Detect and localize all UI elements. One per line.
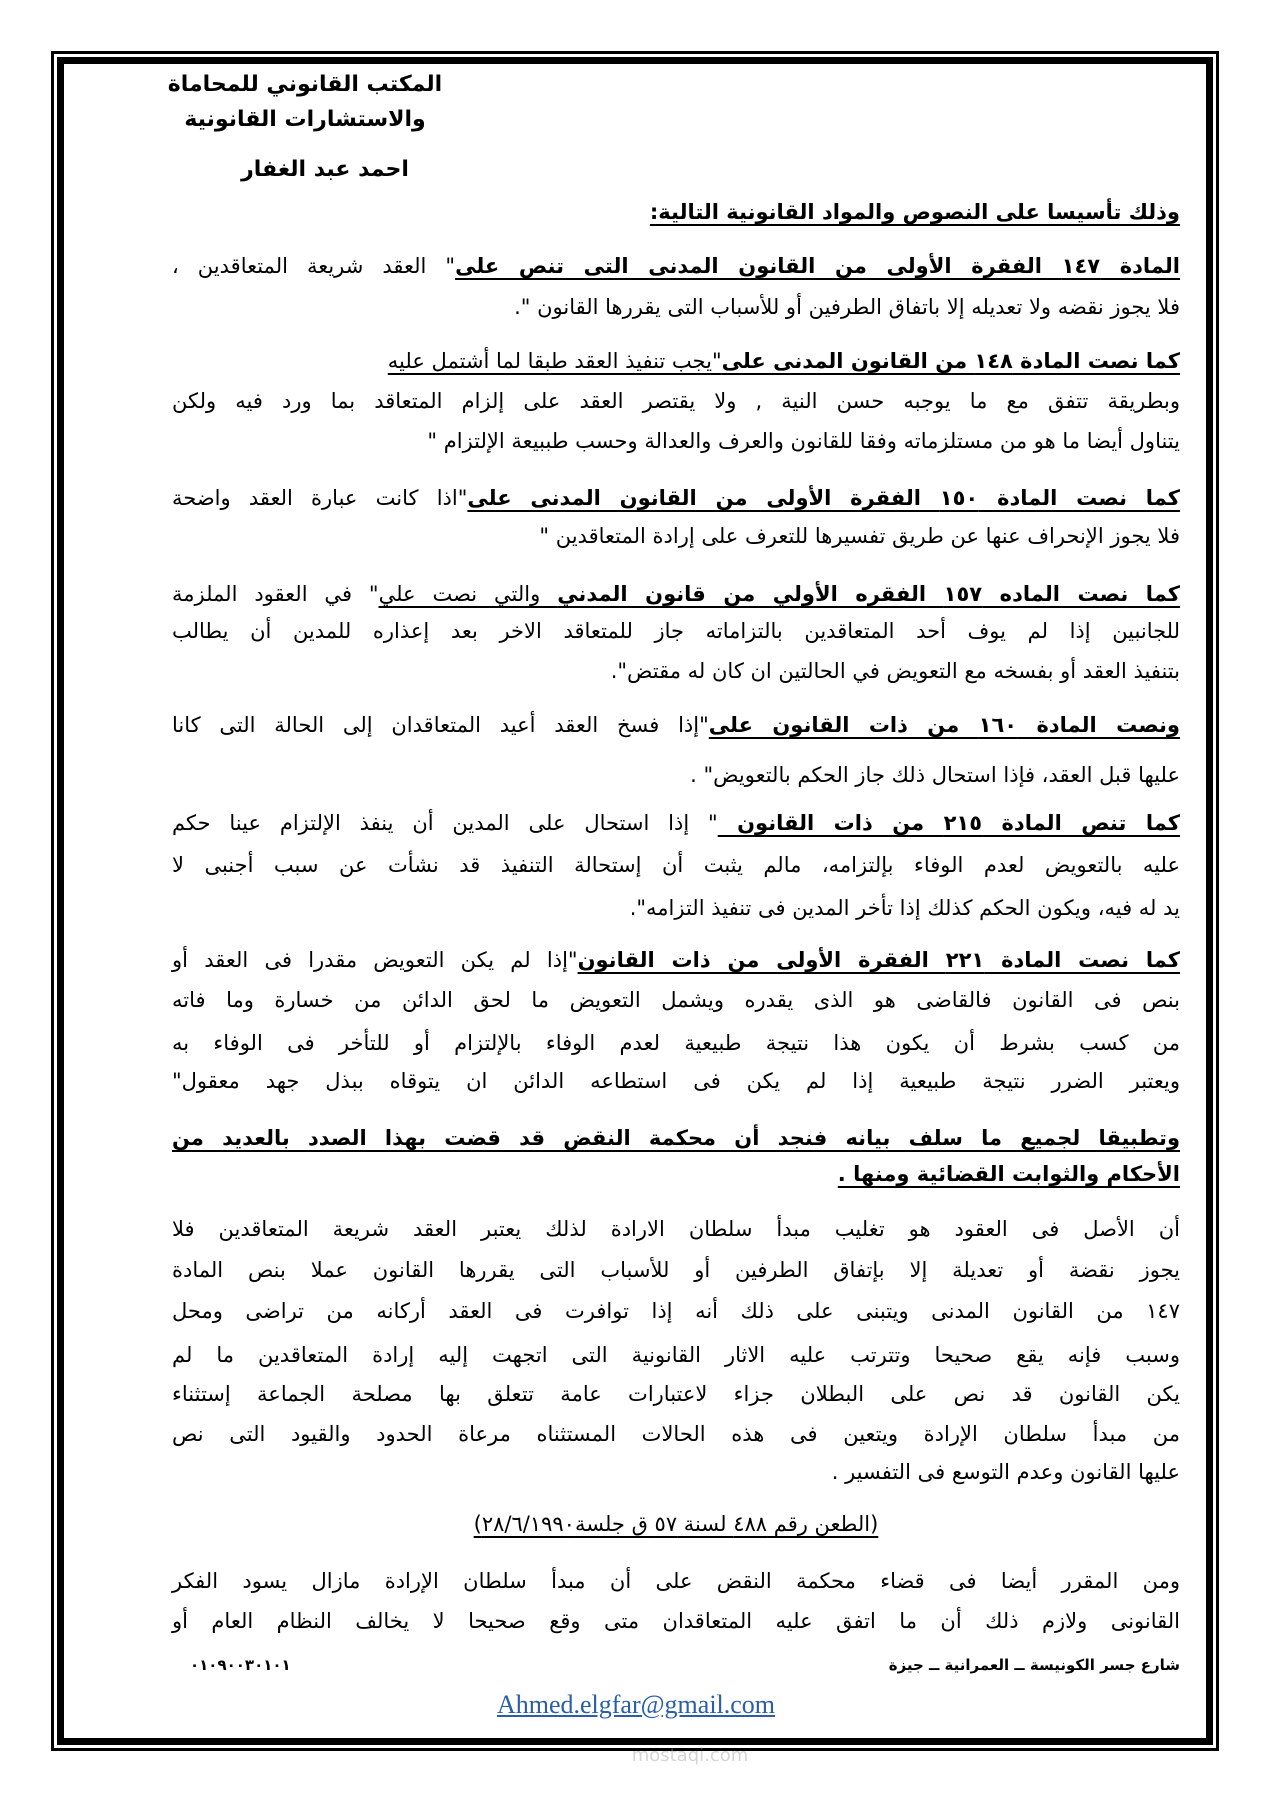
text-segment: عليه بالتعويض لعدم الوفاء بإلتزامه، مالم يثبت أن إستحالة التنفيذ قد نشأت عن سبب أجنبى لا (172, 853, 1180, 877)
text-line (172, 1250, 1180, 1290)
text-segment: من مبدأ سلطان الإرادة ويتعين فى هذه الحالات المستثناه مرعاة الحدود والقيود التى نص (172, 1422, 1180, 1446)
text-line (172, 980, 1180, 1020)
text-line (172, 611, 1180, 651)
text-line (172, 888, 1180, 928)
text-segment: فلا يجوز نقضه ولا تعديله إلا باتفاق الطرفين أو للأسباب التى يقررها القانون ". (514, 295, 1180, 319)
text-line (172, 1061, 1180, 1101)
text-line (172, 478, 1180, 518)
text-segment: وسبب فإنه يقع صحيحا وتترتب عليه الاثار القانونية التى اتجهت إليه إرادة المتعاقدين ما لم (172, 1343, 1180, 1367)
text-line (172, 705, 1180, 745)
text-segment: وبطريقة تتفق مع ما يوجبه حسن النية , ولا يقتصر العقد على إلزام المتعاقد بما ورد فيه ولكن (172, 389, 1180, 413)
footer-address: شارع جسر الكونيسة ــ العمرانية ــ جيزة (888, 1656, 1180, 1674)
text-segment: ويعتبر الضرر نتيجة طبيعية إذا لم يكن فى استطاعه الدائن ان يتوقاه ببذل جهد معقول" (172, 1069, 1180, 1093)
text-line (172, 1209, 1180, 1249)
footer-phone: ٠١٠٩٠٠٣٠١٠١ (190, 1656, 291, 1674)
email-link[interactable]: Ahmed.elgfar@gmail.com (496, 1690, 776, 1719)
text-line (172, 421, 1180, 461)
article-heading: وتطبيقا لجميع ما سلف بيانه فنجد أن محكمة النقض قد قضت بهذا الصدد بالعديد من (172, 1126, 1180, 1150)
text-line (172, 287, 1180, 327)
article-heading: كما نصت المادة ١٤٨ من القانون المدنى على (721, 349, 1180, 373)
text-segment: "إذا فسخ العقد أعيد المتعاقدان إلى الحالة التى كانا (172, 713, 709, 737)
text-line (172, 940, 1180, 980)
text-segment: عليها قبل العقد، فإذا استحال ذلك جاز الحكم بالتعويض" . (690, 763, 1180, 787)
text-line (172, 1154, 1180, 1194)
article-heading: كما نصت الماده ١٥٧ الفقره الأولي من قانون المدني (557, 582, 1180, 606)
text-segment: ١٤٧ من القانون المدنى ويتبنى على ذلك أنه إذا توافرت فى العقد أركانه من تراضى ومحل (172, 1299, 1180, 1323)
lawyer-name: احمد عبد الغفار (241, 157, 409, 182)
text-segment: القانونى ولازم ذلك أن ما اتفق عليه المتعاقدان متى وقع صحيحا لا يخالف النظام العام أو (172, 1609, 1180, 1633)
text-line (172, 755, 1180, 795)
text-line (172, 1118, 1180, 1158)
text-segment: فلا يجوز الإنحراف عنها عن طريق تفسيرها للتعرف على إرادة المتعاقدين " (539, 524, 1180, 548)
text-line (172, 803, 1180, 843)
article-heading: كما نصت المادة ١٥٠ الفقرة الأولى من القانون المدنى على (467, 486, 1180, 510)
text-line (172, 1335, 1180, 1375)
article-heading: المادة ١٤٧ الفقرة الأولى من القانون المدنى التى تنص على (455, 254, 1180, 278)
text-line (172, 845, 1180, 885)
article-heading: كما نصت المادة ٢٢١ الفقرة الأولى من ذات القانون (577, 948, 1180, 972)
text-segment: أن الأصل فى العقود هو تغليب مبدأ سلطان الارادة لذلك يعتبر العقد شريعة المتعاقدين فلا (172, 1217, 1180, 1241)
article-heading: ونصت المادة ١٦٠ من ذات القانون على (708, 713, 1180, 737)
text-line (172, 192, 1180, 232)
text-line (172, 1023, 1180, 1063)
text-line (172, 1452, 1180, 1492)
text-line (172, 246, 1180, 286)
text-segment: " إذا استحال على المدين أن ينفذ الإلتزام عينا حكم (172, 811, 718, 835)
case-citation: (الطعن رقم ٤٨٨ لسنة ٥٧ ق جلسة٢٨/٦/١٩٩٠) (473, 1512, 879, 1536)
article-heading: الأحكام والثوابت القضائية ومنها . (837, 1162, 1180, 1186)
text-line (172, 341, 1180, 381)
text-segment: عليها القانون وعدم التوسع فى التفسير . (831, 1460, 1180, 1484)
text-segment: "يجب تنفيذ العقد طبقا لما أشتمل عليه (387, 349, 722, 373)
office-name: المكتب القانوني للمحاماة (167, 72, 443, 97)
text-segment: للجانبين إذا لم يوف أحد المتعاقدين بالتزاماته جاز للمتعاقد الاخر بعد إعذاره للمدين أن يطالب (172, 619, 1180, 643)
text-segment: بتنفيذ العقد أو بفسخه مع التعويض في الحالتين ان كان له مقتض". (610, 659, 1180, 683)
article-heading: كما تنص المادة ٢١٥ من ذات القانون (717, 811, 1180, 835)
text-segment: " في العقود الملزمة (172, 582, 379, 606)
text-segment: والتي نصت علي (378, 582, 558, 606)
text-line (172, 381, 1180, 421)
text-line (172, 1291, 1180, 1331)
text-line (172, 516, 1180, 556)
text-segment: يجوز نقضة أو تعديلة إلا بإتفاق الطرفين أو للأسباب التى يقررها القانون عملا بنص المادة (172, 1258, 1180, 1282)
text-segment: من كسب بشرط أن يكون هذا نتيجة طبيعية لعدم الوفاء بالإلتزام أو للتأخر فى الوفاء به (172, 1031, 1180, 1055)
text-segment: "إذا لم يكن التعويض مقدرا فى العقد أو (172, 948, 578, 972)
text-segment: يد له فيه، ويكون الحكم كذلك إذا تأخر المدين فى تنفيذ التزامه". (629, 896, 1180, 920)
text-line (172, 1374, 1180, 1414)
text-segment: يتناول أيضا ما هو من مستلزماته وفقا للقانون والعرف والعدالة وحسب طببيعة الإلتزام " (427, 429, 1180, 453)
text-segment: " العقد شريعة المتعاقدين ، (172, 254, 456, 278)
watermark-text: mostaqi.com (631, 1745, 749, 1766)
text-line (172, 651, 1180, 691)
text-segment: "اذا كانت عبارة العقد واضحة (172, 486, 468, 510)
text-line (172, 574, 1180, 614)
text-segment: يكن القانون قد نص على البطلان جزاء لاعتبارات عامة تتعلق بها مصلحة الجماعة إستثناء (172, 1382, 1180, 1406)
article-heading: وذلك تأسيسا على النصوص والمواد القانونية التالية: (649, 200, 1180, 224)
text-segment: ومن المقرر أيضا فى قضاء محكمة النقض على أن مبدأ سلطان الإرادة مازال يسود الفكر (172, 1569, 1180, 1593)
office-subtitle: والاستشارات القانونية (184, 107, 426, 132)
text-segment: بنص فى القانون فالقاضى هو الذى يقدره ويشمل التعويض ما لحق الدائن من خسارة وما فاته (172, 988, 1180, 1012)
text-line (172, 1414, 1180, 1454)
footer-email (0, 1690, 1272, 1720)
text-line (172, 1601, 1180, 1641)
text-line (172, 1561, 1180, 1601)
